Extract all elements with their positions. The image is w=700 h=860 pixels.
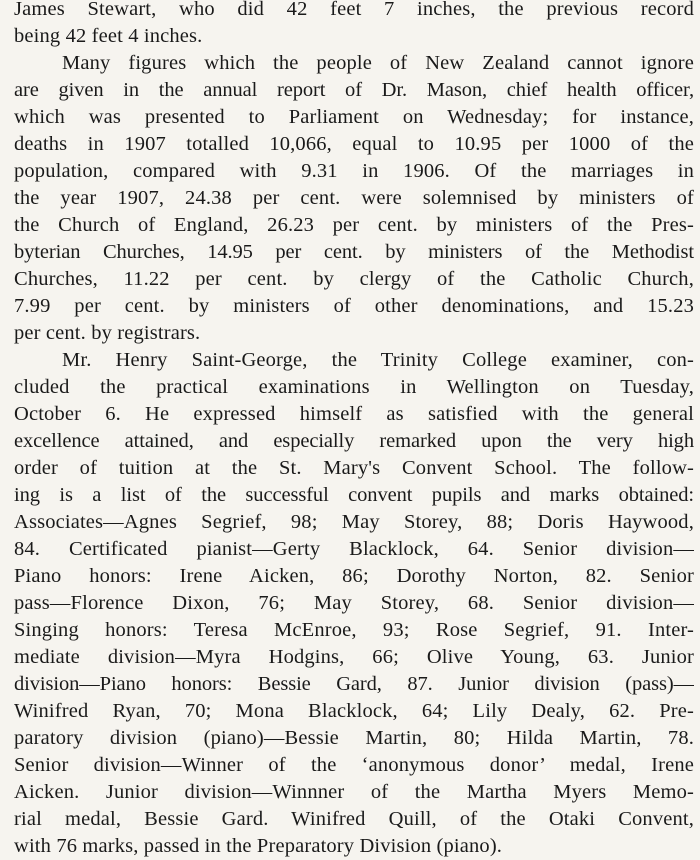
text-line: the Church of England, 26.23 per cent. by ministers of the Pres- <box>14 214 694 236</box>
text-line: Piano honors: Irene Aicken, 86; Dorothy Norton, 82. Senior <box>14 565 694 587</box>
text-line: which was presented to Parliament on Wednesday; for instance, <box>14 106 694 128</box>
text-line: Singing honors: Teresa McEnroe, 93; Rose Segrief, 91. Inter- <box>14 619 694 641</box>
text-line: population, compared with 9.31 in 1906. Of the marriages in <box>14 160 694 182</box>
text-line: excellence attained, and especially remarked upon the very high <box>14 430 694 452</box>
text-line: Churches, 11.22 per cent. by clergy of the Catholic Church, <box>14 268 694 290</box>
text-line: Aicken. Junior division—Winnner of the Martha Myers Memo- <box>14 781 694 803</box>
paragraph-music-examinations <box>14 347 694 860</box>
text-line: deaths in 1907 totalled 10,066, equal to 10.95 per 1000 of the <box>14 133 694 155</box>
text-line: Senior division—Winner of the ‘anonymous donor’ medal, Irene <box>14 754 694 776</box>
text-line: Mr. Henry Saint-George, the Trinity College examiner, con- <box>62 349 694 371</box>
paragraph-athletics-record <box>14 0 694 50</box>
text-line: division—Piano honors: Bessie Gard, 87. Junior division (pass)— <box>14 673 694 695</box>
text-line: byterian Churches, 14.95 per cent. by ministers of the Methodist <box>14 241 694 263</box>
text-line: Many figures which the people of New Zealand cannot ignore <box>62 52 694 74</box>
text-line: ing is a list of the successful convent pupils and marks obtained: <box>14 484 694 506</box>
text-line: pass—Florence Dixon, 76; May Storey, 68. Senior division— <box>14 592 694 614</box>
text-line: order of tuition at the St. Mary's Convent School. The follow- <box>14 457 694 479</box>
text-line: paratory division (piano)—Bessie Martin, 80; Hilda Martin, 78. <box>14 727 694 749</box>
text-line: 84. Certificated pianist—Gerty Blacklock, 64. Senior division— <box>14 538 694 560</box>
text-line: Associates—Agnes Segrief, 98; May Storey, 88; Doris Haywood, <box>14 511 694 533</box>
text-line: cluded the practical examinations in Wellington on Tuesday, <box>14 376 694 398</box>
text-line: are given in the annual report of Dr. Mason, chief health officer, <box>14 79 694 101</box>
text-line: with 76 marks, passed in the Preparatory Division (piano). <box>14 835 503 857</box>
text-line: the year 1907, 24.38 per cent. were solemnised by ministers of <box>14 187 694 209</box>
text-line: per cent. by registrars. <box>14 322 201 344</box>
text-line: James Stewart, who did 42 feet 7 inches, the previous record <box>14 0 694 20</box>
text-line: October 6. He expressed himself as satisfied with the general <box>14 403 694 425</box>
text-line: mediate division—Myra Hodgins, 66; Olive Young, 63. Junior <box>14 646 694 668</box>
text-line: Winifred Ryan, 70; Mona Blacklock, 64; Lily Dealy, 62. Pre- <box>14 700 694 722</box>
text-line: being 42 feet 4 inches. <box>14 25 203 47</box>
text-line: rial medal, Bessie Gard. Winifred Quill, of the Otaki Convent, <box>14 808 694 830</box>
paragraph-health-report <box>14 50 694 347</box>
text-line: 7.99 per cent. by ministers of other denominations, and 15.23 <box>14 295 694 317</box>
